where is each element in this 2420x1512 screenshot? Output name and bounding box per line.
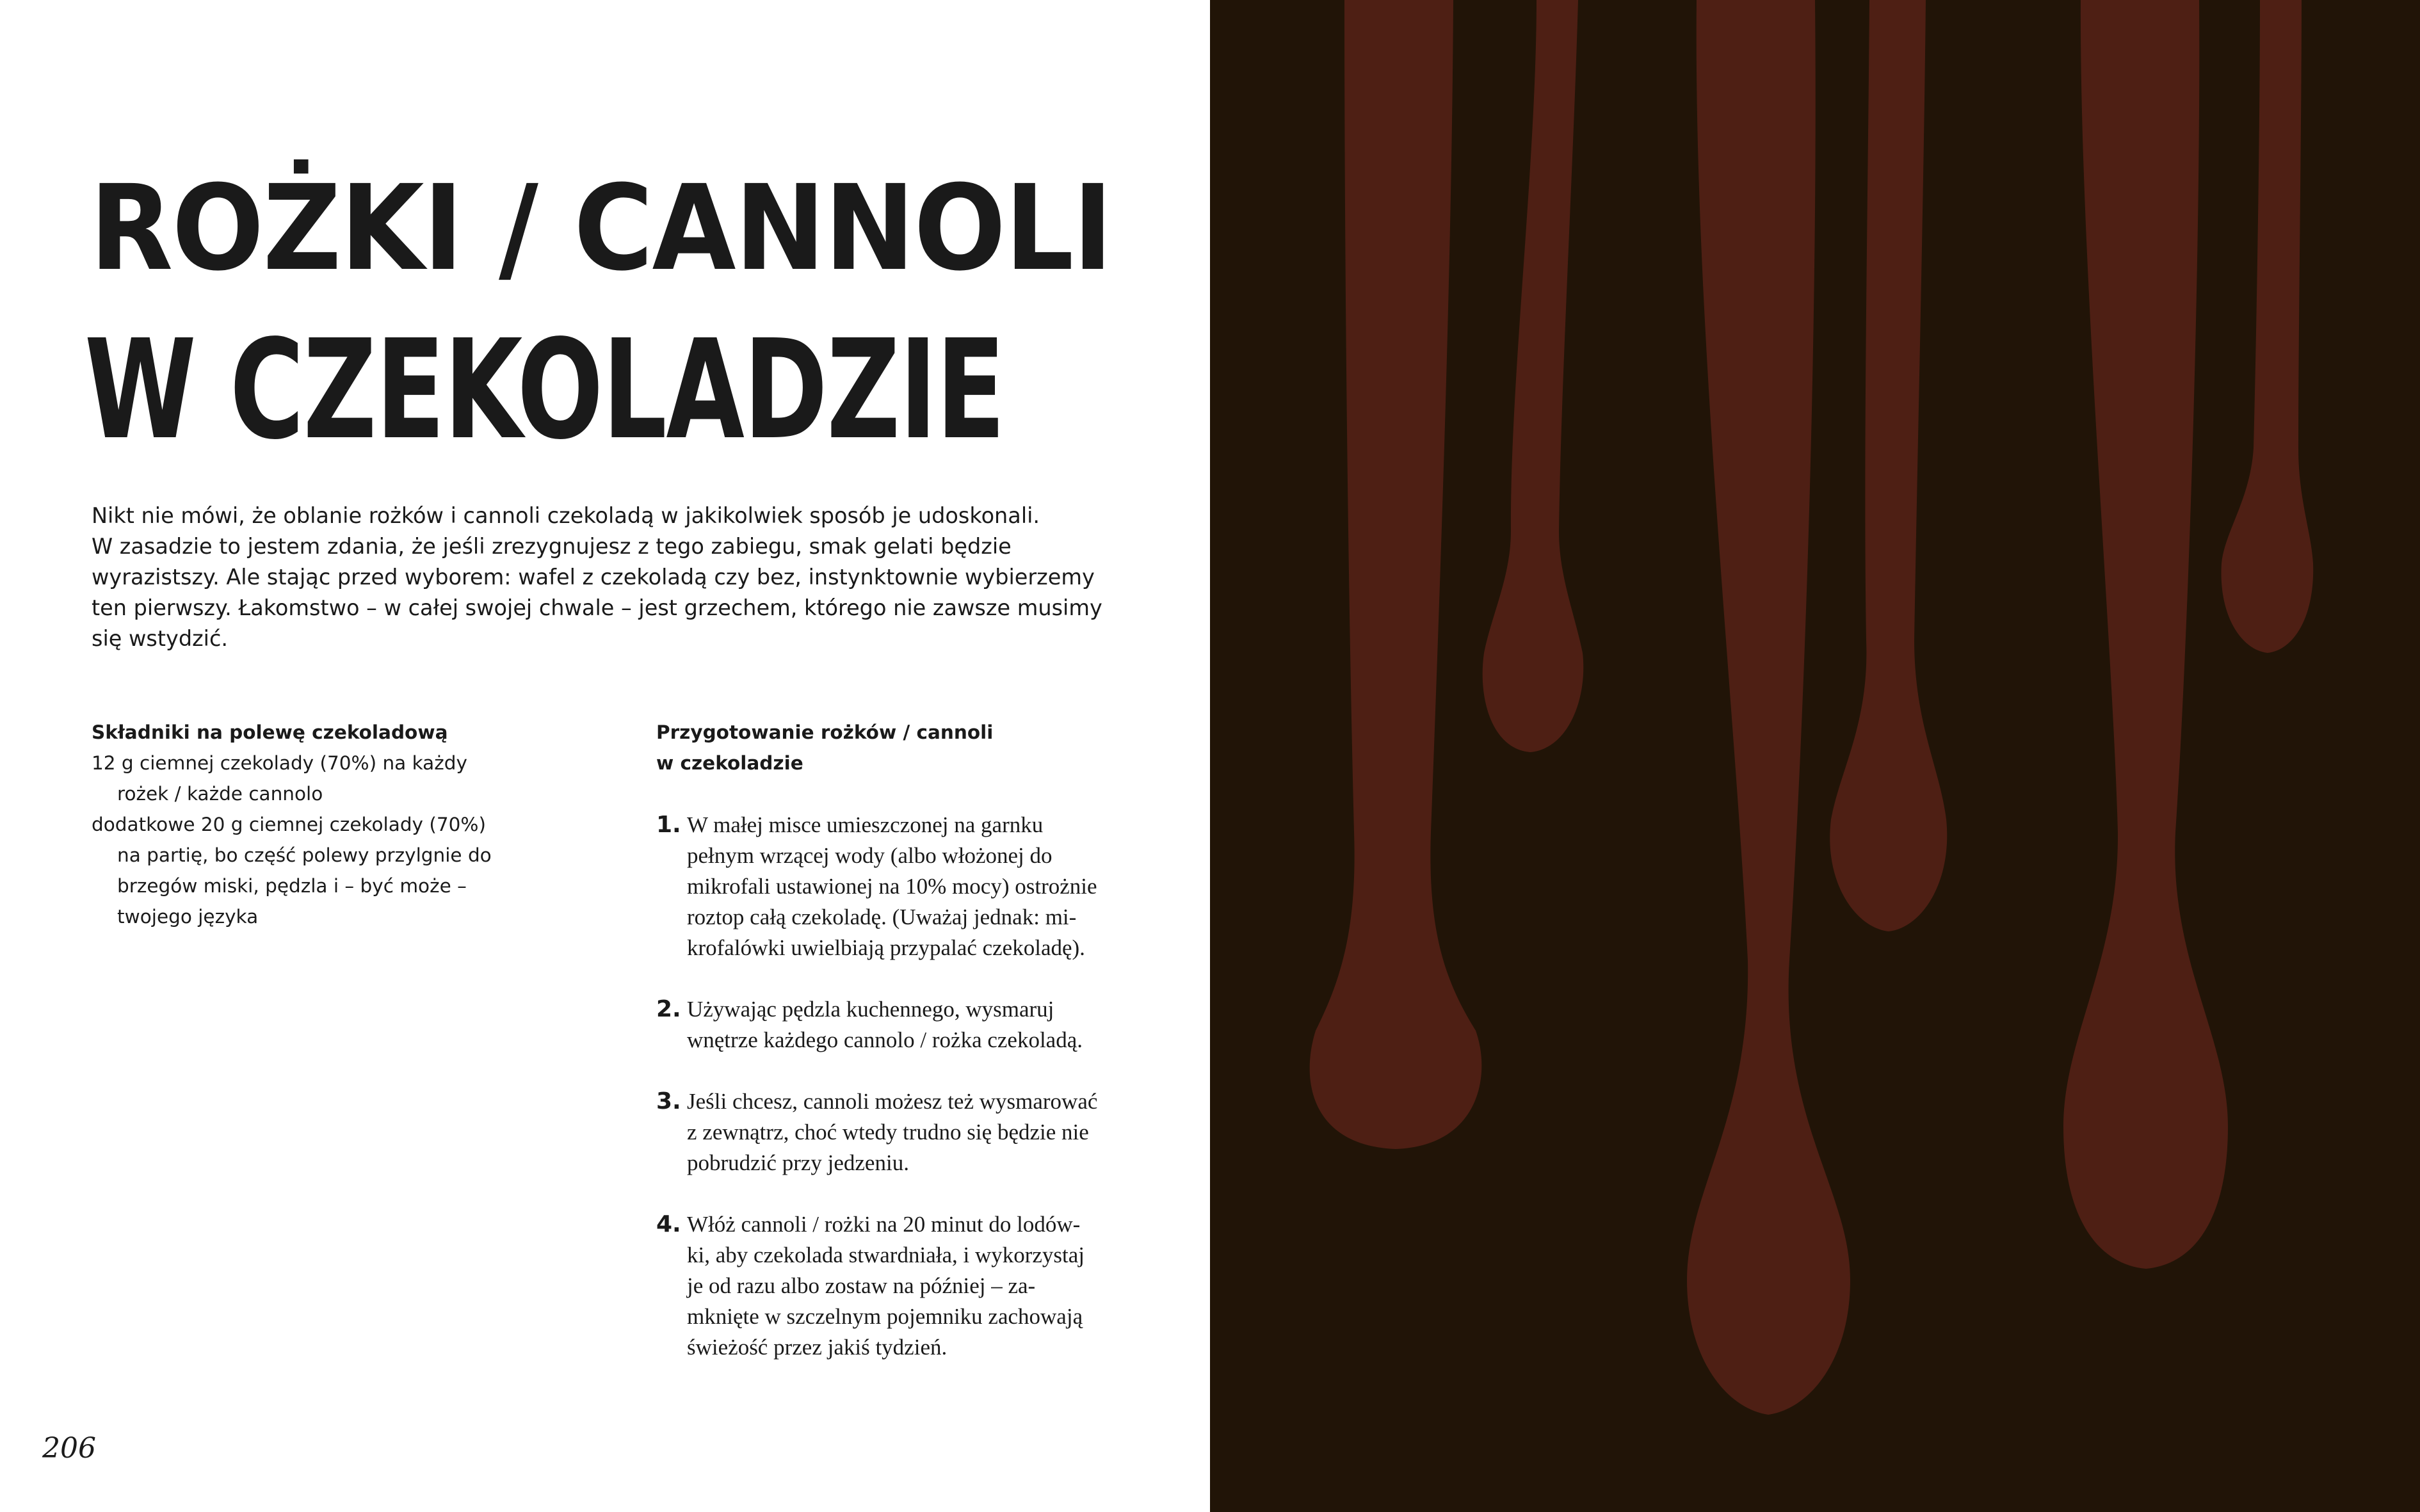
step-text-line: mknięte w szczelnym pojemniku zachowają <box>687 1304 1083 1329</box>
drip-shape <box>1830 0 1947 931</box>
title-line-2: W CZEKOLADZIE <box>85 310 1004 470</box>
step-text-line: ki, aby czekolada stwardniała, i wykorzystaj <box>687 1243 1085 1267</box>
intro-line: się wstydzić. <box>92 626 229 651</box>
step-text-line: pobrudzić przy jedzeniu. <box>687 1150 909 1175</box>
ingredient-line: twojego języka <box>117 906 259 928</box>
intro-paragraph <box>92 501 1103 654</box>
step-text-line: W małej misce umieszczonej na garnku <box>687 812 1044 837</box>
step-text-line: z zewnątrz, choć wtedy trudno się będzie nie <box>687 1120 1089 1145</box>
step-number: 4. <box>656 1211 681 1237</box>
step-number: 2. <box>656 996 681 1022</box>
intro-line: W zasadzie to jestem zdania, że jeśli zrezygnujesz z tego zabiegu, smak gelati będzie <box>92 534 1012 559</box>
ingredient-line: dodatkowe 20 g ciemnej czekolady (70%) <box>92 814 486 835</box>
intro-line: wyrazistszy. Ale stając przed wyborem: wafel z czekoladą czy bez, instynktownie wybierzemy <box>92 565 1095 590</box>
drip-shape <box>1483 0 1584 752</box>
step-text-line: Jeśli chcesz, cannoli możesz też wysmarować <box>687 1089 1098 1114</box>
step-text-line: krofalówki uwielbiają przypalać czekoladę). <box>687 935 1085 960</box>
drip-shape <box>1310 0 1482 1149</box>
page-number: 206 <box>42 1432 96 1465</box>
ingredient-line: brzegów miski, pędzla i – być może – <box>117 875 467 897</box>
step-text-line: mikrofali ustawionej na 10% mocy) ostrożnie <box>687 874 1097 899</box>
title-line-1: ROŻKI / CANNOLI <box>90 160 1112 297</box>
drip-shape <box>1687 0 1850 1415</box>
preparation-steps <box>656 810 1143 1394</box>
step-number: 1. <box>656 812 681 838</box>
ingredient-line: 12 g ciemnej czekolady (70%) na każdy <box>92 752 467 774</box>
intro-line: ten pierwszy. Łakomstwo – w całej swojej chwale – jest grzechem, którego nie zawsze musimy <box>92 595 1102 620</box>
step-4 <box>656 1209 1143 1363</box>
intro-line: Nikt nie mówi, że oblanie rożków i cannoli czekoladą w jakikolwiek sposób je udoskonali. <box>92 503 1040 528</box>
step-1 <box>656 810 1143 963</box>
chocolate-drip-illustration <box>1210 0 2420 1512</box>
step-text-line: Używając pędzla kuchennego, wysmaruj <box>687 997 1054 1022</box>
step-text-line: wnętrze każdego cannolo / rożka czekoladą. <box>687 1027 1083 1052</box>
step-2 <box>656 994 1143 1056</box>
ingredients-section <box>92 717 578 932</box>
ingredient-line: na partię, bo część polewy przylgnie do <box>117 844 492 866</box>
preparation-heading-line: w czekoladzie <box>656 752 803 774</box>
ingredients-heading: Składniki na polewę czekoladową <box>92 721 448 743</box>
step-text-line: świeżość przez jakiś tydzień. <box>687 1335 948 1360</box>
drip-artwork <box>1210 0 2420 1512</box>
step-number: 3. <box>656 1088 681 1114</box>
step-3 <box>656 1086 1143 1178</box>
step-text-line: pełnym wrzącej wody (albo włożonej do <box>687 843 1053 868</box>
drip-shape <box>2063 0 2228 1269</box>
drip-shape <box>2222 0 2314 653</box>
preparation-heading-line: Przygotowanie rożków / cannoli <box>656 721 994 743</box>
step-text-line: Włóż cannoli / rożki na 20 minut do lodów- <box>687 1212 1081 1237</box>
step-text-line: roztop całą czekoladę. (Uważaj jednak: mi- <box>687 905 1077 929</box>
preparation-heading <box>656 717 1143 778</box>
step-text-line: je od razu albo zostaw na później – za- <box>687 1273 1036 1298</box>
ingredient-line: rożek / każde cannolo <box>117 783 323 805</box>
